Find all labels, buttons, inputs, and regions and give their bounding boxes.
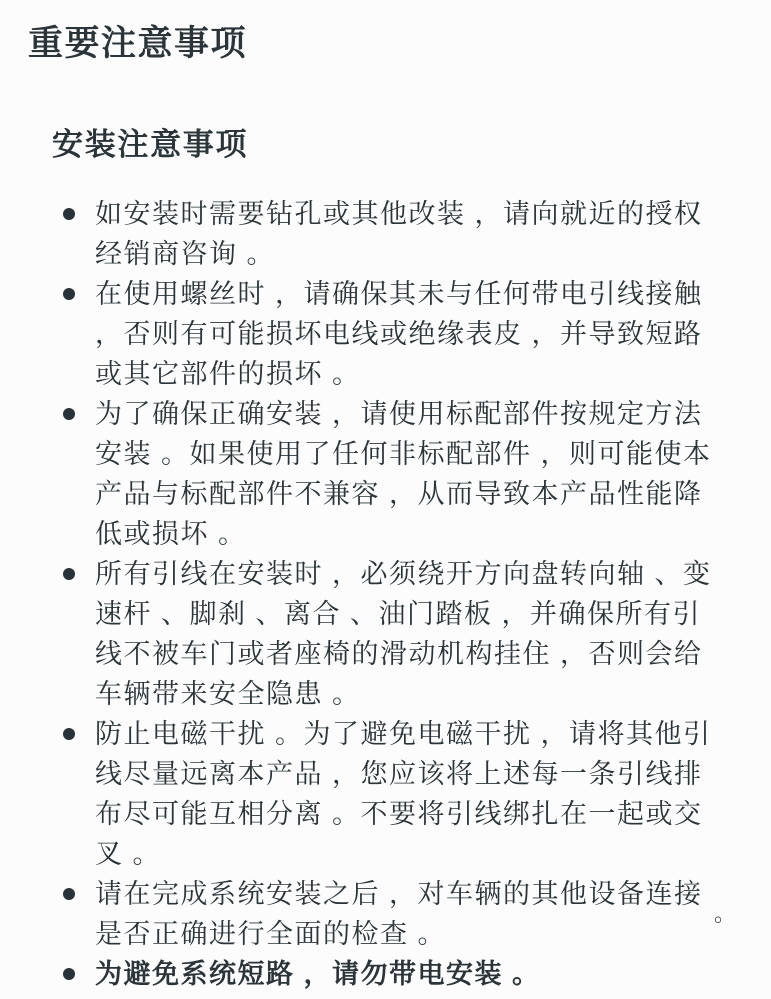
list-item-text: 在使用螺丝时 ，请确保其未与任何带电引线接触 ，否则有可能损坏电线或绝缘表皮 ，并导致短路或其它部件的损坏 。 (95, 279, 703, 389)
list-item-text: 所有引线在安装时 ，必须绕开方向盘转向轴 、变速杆 、脚刹 、离合 、油门踏板 ，并确保所有引线不被车门或者座椅的滑动机构挂住 ，否则会给车辆带来安全隐患 。 (95, 559, 712, 709)
list-item-text: 请在完成系统安装之后 ，对车辆的其他设备连接是否正确进行全面的检查 。 (95, 879, 703, 949)
bullet-dot-icon (63, 888, 75, 900)
page-title: 重要注意事项 (28, 24, 248, 63)
list-item (0, 874, 771, 954)
list-item (0, 274, 771, 394)
bullet-dot-icon (63, 288, 75, 300)
notes-list (0, 194, 771, 994)
stray-period: 。 (714, 901, 737, 926)
list-item (0, 954, 771, 994)
bullet-dot-icon (63, 568, 75, 580)
bullet-dot-icon (63, 408, 75, 420)
list-item-text: 防止电磁干扰 。为了避免电磁干扰 ，请将其他引线尽量远离本产品 ，您应该将上述每一条引线排布尽可能互相分离 。不要将引线绑扎在一起或交叉 。 (95, 719, 712, 869)
list-item (0, 554, 771, 714)
bullet-dot-icon (63, 728, 75, 740)
list-item (0, 194, 771, 274)
list-item (0, 394, 771, 554)
bullet-dot-icon (63, 208, 75, 220)
list-item (0, 714, 771, 874)
list-item-text: 为避免系统短路 ，请勿带电安装 。 (95, 959, 541, 989)
list-item-text: 如安装时需要钻孔或其他改装 ，请向就近的授权经销商咨询 。 (95, 199, 703, 269)
section-heading: 安装注意事项 (52, 127, 249, 162)
bullet-dot-icon (63, 968, 75, 980)
list-item-text: 为了确保正确安装 ，请使用标配部件按规定方法安装 。如果使用了任何非标配部件 ，则可能使本产品与标配部件不兼容 ，从而导致本产品性能降低或损坏 。 (95, 399, 712, 549)
